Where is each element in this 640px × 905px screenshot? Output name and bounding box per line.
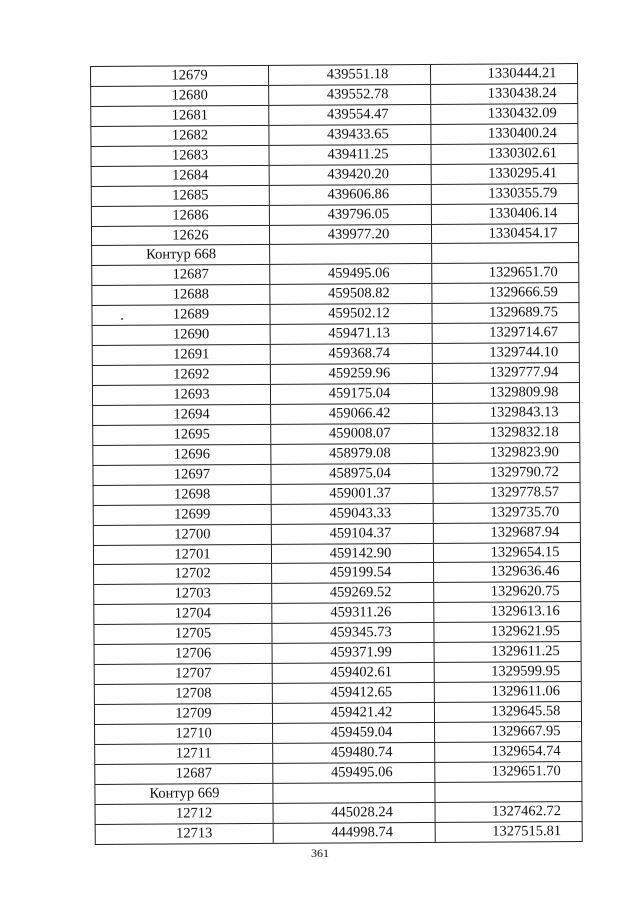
x-coordinate-cell: 459008.07 xyxy=(270,424,432,444)
y-coordinate-cell: 1329654.74 xyxy=(434,742,582,762)
point-number-cell: 12709 xyxy=(94,704,272,724)
x-coordinate-cell: 459269.52 xyxy=(271,583,433,603)
point-number-cell: 12689 xyxy=(91,305,269,325)
coordinates-table xyxy=(90,63,583,845)
page-number: 361 xyxy=(311,846,329,860)
x-coordinate-cell: 459495.06 xyxy=(269,264,431,284)
point-number-cell: 12703 xyxy=(93,584,271,604)
x-coordinate-cell: 459311.26 xyxy=(271,603,433,623)
point-number-cell: 12694 xyxy=(92,405,270,425)
point-number-cell: 12682 xyxy=(90,126,268,146)
y-coordinate-cell: 1330400.24 xyxy=(430,124,578,144)
x-coordinate-cell: 459471.13 xyxy=(270,324,432,344)
x-coordinate-cell: 459402.61 xyxy=(272,663,434,683)
point-number-cell: 12701 xyxy=(93,544,271,564)
x-coordinate-cell: 459421.42 xyxy=(272,703,434,723)
y-coordinate-cell: 1329777.94 xyxy=(432,363,580,383)
x-coordinate-cell: 459459.04 xyxy=(272,723,434,743)
point-number-cell: 12696 xyxy=(92,445,270,465)
x-coordinate-cell: 459495.06 xyxy=(272,763,434,783)
empty-cell xyxy=(434,782,582,802)
point-number-cell: 12686 xyxy=(91,205,269,225)
y-coordinate-cell: 1329651.70 xyxy=(431,263,579,283)
table-row xyxy=(95,822,583,845)
y-coordinate-cell: 1329689.75 xyxy=(431,303,579,323)
point-number-cell: 12687 xyxy=(94,764,272,784)
point-number-cell: 12712 xyxy=(95,804,273,824)
y-coordinate-cell: 1329611.06 xyxy=(434,682,582,702)
y-coordinate-cell: 1330302.61 xyxy=(430,144,578,164)
empty-cell xyxy=(431,243,579,263)
y-coordinate-cell: 1329645.58 xyxy=(434,702,582,722)
y-coordinate-cell: 1329651.70 xyxy=(434,762,582,782)
point-number-cell: 12687 xyxy=(91,265,269,285)
point-number-cell: 12708 xyxy=(94,684,272,704)
x-coordinate-cell: 439420.20 xyxy=(269,165,431,185)
x-coordinate-cell: 459259.96 xyxy=(270,364,432,384)
x-coordinate-cell: 458975.04 xyxy=(270,464,432,484)
point-number-cell: 12700 xyxy=(93,524,271,544)
point-number-cell: 12711 xyxy=(94,744,272,764)
y-coordinate-cell: 1329621.95 xyxy=(433,622,581,642)
y-coordinate-cell: 1327462.72 xyxy=(435,802,583,822)
x-coordinate-cell: 459001.37 xyxy=(271,484,433,504)
point-number-cell: 12680 xyxy=(90,86,268,106)
x-coordinate-cell: 439551.18 xyxy=(268,65,430,85)
y-coordinate-cell: 1329667.95 xyxy=(434,722,582,742)
x-coordinate-cell: 439433.65 xyxy=(268,125,430,145)
point-number-cell: 12707 xyxy=(94,664,272,684)
y-coordinate-cell: 1329744.10 xyxy=(432,343,580,363)
x-coordinate-cell: 439606.86 xyxy=(269,185,431,205)
y-coordinate-cell: 1329687.94 xyxy=(433,523,581,543)
y-coordinate-cell: 1329823.90 xyxy=(432,443,580,463)
point-number-cell: 12626 xyxy=(91,225,269,245)
y-coordinate-cell: 1329613.16 xyxy=(433,602,581,622)
point-number-cell: 12698 xyxy=(93,485,271,505)
point-number-cell: 12693 xyxy=(92,385,270,405)
point-number-cell: 12706 xyxy=(94,644,272,664)
point-number-cell: 12684 xyxy=(91,166,269,186)
x-coordinate-cell: 439552.78 xyxy=(268,85,430,105)
y-coordinate-cell: 1330355.79 xyxy=(431,184,579,204)
contour-label: Контур 668 xyxy=(91,245,269,265)
empty-cell xyxy=(269,244,431,264)
y-coordinate-cell: 1329809.98 xyxy=(432,383,580,403)
point-number-cell: 12688 xyxy=(91,285,269,305)
x-coordinate-cell: 459104.37 xyxy=(271,523,433,543)
y-coordinate-cell: 1330432.09 xyxy=(430,104,578,124)
y-coordinate-cell: 1329778.57 xyxy=(433,483,581,503)
y-coordinate-cell: 1329611.25 xyxy=(434,642,582,662)
contour-label: Контур 669 xyxy=(94,784,272,804)
y-coordinate-cell: 1329832.18 xyxy=(432,423,580,443)
x-coordinate-cell: 444998.74 xyxy=(273,823,435,843)
point-number-cell: 12713 xyxy=(95,824,273,844)
point-number-cell: 12695 xyxy=(92,425,270,445)
x-coordinate-cell: 459508.82 xyxy=(269,284,431,304)
point-number-cell: 12679 xyxy=(90,66,268,86)
x-coordinate-cell: 439796.05 xyxy=(269,204,431,224)
y-coordinate-cell: 1329636.46 xyxy=(433,562,581,582)
x-coordinate-cell: 439554.47 xyxy=(268,105,430,125)
x-coordinate-cell: 459345.73 xyxy=(271,623,433,643)
x-coordinate-cell: 459142.90 xyxy=(271,543,433,563)
y-coordinate-cell: 1329735.70 xyxy=(433,503,581,523)
y-coordinate-cell: 1330444.21 xyxy=(430,64,578,84)
point-number-cell: 12692 xyxy=(92,365,270,385)
y-coordinate-cell: 1329714.67 xyxy=(432,323,580,343)
x-coordinate-cell: 459175.04 xyxy=(270,384,432,404)
y-coordinate-cell: 1330295.41 xyxy=(431,164,579,184)
y-coordinate-cell: 1329620.75 xyxy=(433,582,581,602)
x-coordinate-cell: 445028.24 xyxy=(273,803,435,823)
point-number-cell: 12702 xyxy=(93,564,271,584)
point-number-cell: 12690 xyxy=(92,325,270,345)
y-coordinate-cell: 1330406.14 xyxy=(431,204,579,224)
scan-speck xyxy=(121,318,123,320)
x-coordinate-cell: 459480.74 xyxy=(272,743,434,763)
x-coordinate-cell: 459502.12 xyxy=(269,304,431,324)
y-coordinate-cell: 1329654.15 xyxy=(433,543,581,563)
point-number-cell: 12705 xyxy=(93,624,271,644)
y-coordinate-cell: 1329843.13 xyxy=(432,403,580,423)
y-coordinate-cell: 1330438.24 xyxy=(430,84,578,104)
point-number-cell: 12699 xyxy=(93,505,271,525)
x-coordinate-cell: 458979.08 xyxy=(270,444,432,464)
x-coordinate-cell: 439411.25 xyxy=(268,145,430,165)
x-coordinate-cell: 459371.99 xyxy=(272,643,434,663)
x-coordinate-cell: 459199.54 xyxy=(271,563,433,583)
point-number-cell: 12704 xyxy=(93,604,271,624)
x-coordinate-cell: 459412.65 xyxy=(272,683,434,703)
x-coordinate-cell: 459043.33 xyxy=(271,504,433,524)
point-number-cell: 12710 xyxy=(94,724,272,744)
y-coordinate-cell: 1329790.72 xyxy=(432,463,580,483)
y-coordinate-cell: 1329666.59 xyxy=(431,283,579,303)
y-coordinate-cell: 1330454.17 xyxy=(431,224,579,244)
y-coordinate-cell: 1327515.81 xyxy=(435,822,583,842)
point-number-cell: 12685 xyxy=(91,186,269,206)
x-coordinate-cell: 459368.74 xyxy=(270,344,432,364)
x-coordinate-cell: 459066.42 xyxy=(270,404,432,424)
point-number-cell: 12691 xyxy=(92,345,270,365)
point-number-cell: 12697 xyxy=(92,465,270,485)
point-number-cell: 12683 xyxy=(90,146,268,166)
empty-cell xyxy=(272,783,434,803)
y-coordinate-cell: 1329599.95 xyxy=(434,662,582,682)
point-number-cell: 12681 xyxy=(90,106,268,126)
x-coordinate-cell: 439977.20 xyxy=(269,224,431,244)
